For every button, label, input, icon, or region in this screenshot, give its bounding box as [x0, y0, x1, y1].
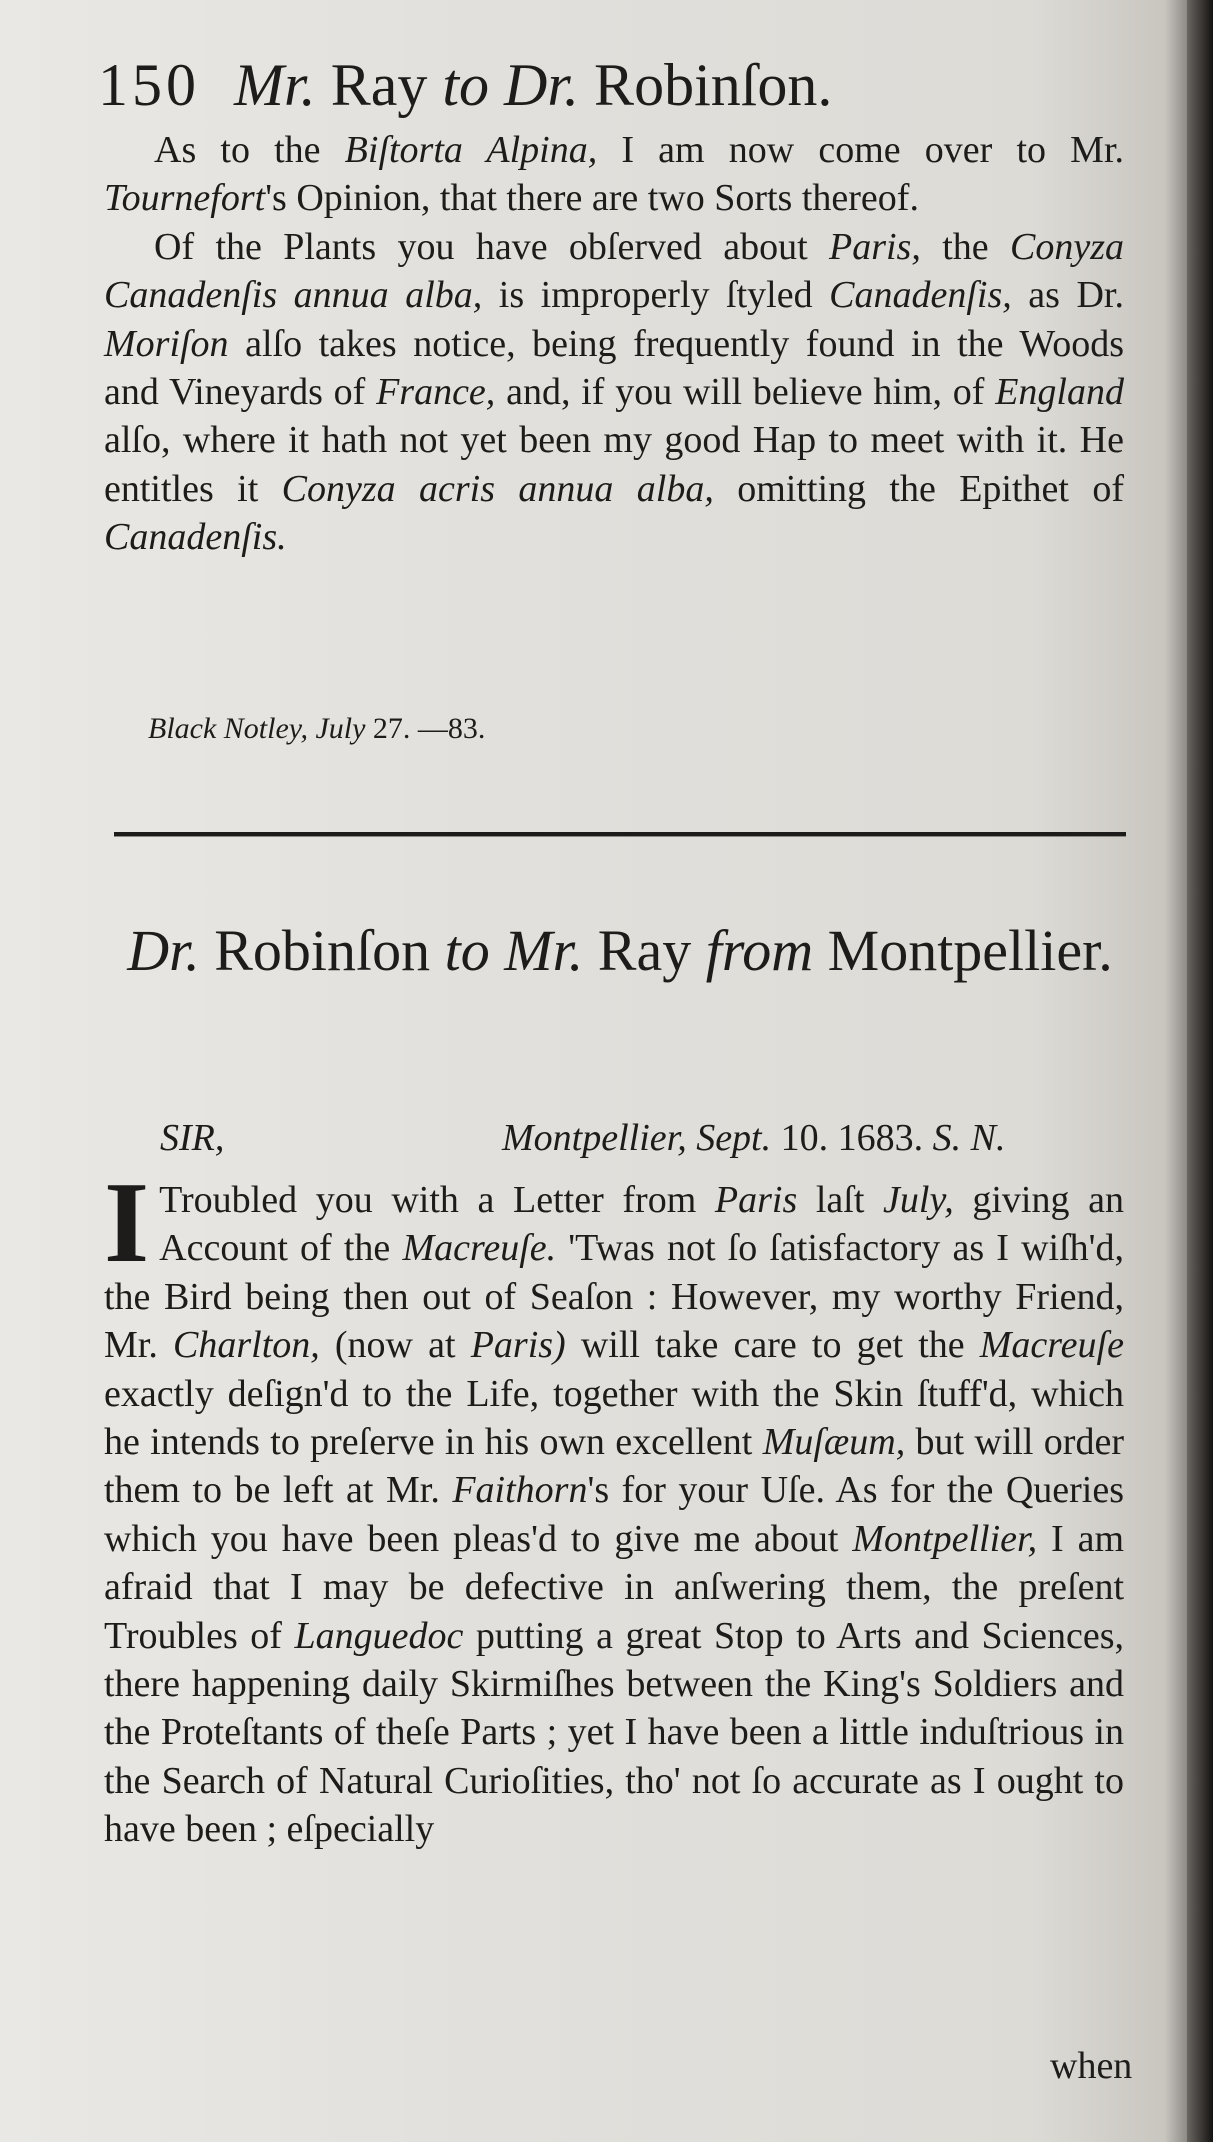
letter2-body — [104, 1159, 1124, 1854]
header-title-part: Ray — [315, 52, 443, 118]
running-header — [98, 50, 1128, 120]
page-number: 150 — [98, 52, 200, 118]
book-spine-shadow — [1187, 0, 1213, 2142]
salutation: SIR, — [160, 1117, 225, 1159]
catchword: when — [1050, 2045, 1133, 2087]
header-title-part: to — [442, 52, 490, 118]
letter1-body — [104, 126, 1124, 562]
paragraph: Of the Plants you have obſerved about Paris, the Conyza Canadenſis annua alba, is improperly ſtyled Canadenſis, as Dr. Moriſon alſo takes notice, being frequently found in the Woods and Vineyards of France, and, if you will believe him, of England alſo, where it hath not yet been my good Hap to meet with it. He entitles it Conyza acris annua alba, omitting the Epithet of Canadenſis. — [104, 225, 1125, 559]
header-title-part: Robinſon. — [579, 52, 833, 118]
place-date: Montpellier, Sept. 10. 1683. S. N. — [502, 1117, 1006, 1159]
header-title-part: Mr. — [234, 52, 316, 118]
paragraph: As to the Biſtorta Alpina, I am now come over to Mr. Tournefort's Opinion, that there are two Sorts thereof. — [104, 129, 1125, 220]
header-title-part: Dr. — [504, 52, 580, 118]
salutation-line — [160, 1116, 1140, 1160]
letter2-title: Dr. Robinſon to Mr. Ray from Montpellier. — [127, 918, 1113, 983]
section-divider — [114, 832, 1126, 837]
paragraph: I Troubled you with a Letter from Paris laſt July, giving an Account of the Macreuſe. 'Twas not ſo ſatisfactory as I wiſh'd, the Bird being then out of Seaſon : However, my worthy Friend, Mr. Charlton, (now at Paris) will take care to get the Macreuſe exactly deſign'd to the Life, together with the Skin ſtuff'd, which he intends to preſerve in his own excellent Muſæum, but will order them to be left at Mr. Faithorn's for your Uſe. As for the Queries which you have been pleas'd to give me about Montpellier, I am afraid that I may be defective in anſwering them, the preſent Troubles of Languedoc putting a great Stop to Arts and Sciences, there happening daily Skirmiſhes between the King's Soldiers and the Proteſtants of theſe Parts ; yet I have been a little induſtrious in the Search of Natural Curioſities, tho' not ſo accurate as I ought to have been ; eſpecially — [104, 1159, 1124, 1851]
header-title-part — [489, 52, 504, 118]
letter1-dateline: Black Notley, July 27. —83. — [148, 712, 486, 745]
drop-cap: I — [104, 1159, 150, 1287]
